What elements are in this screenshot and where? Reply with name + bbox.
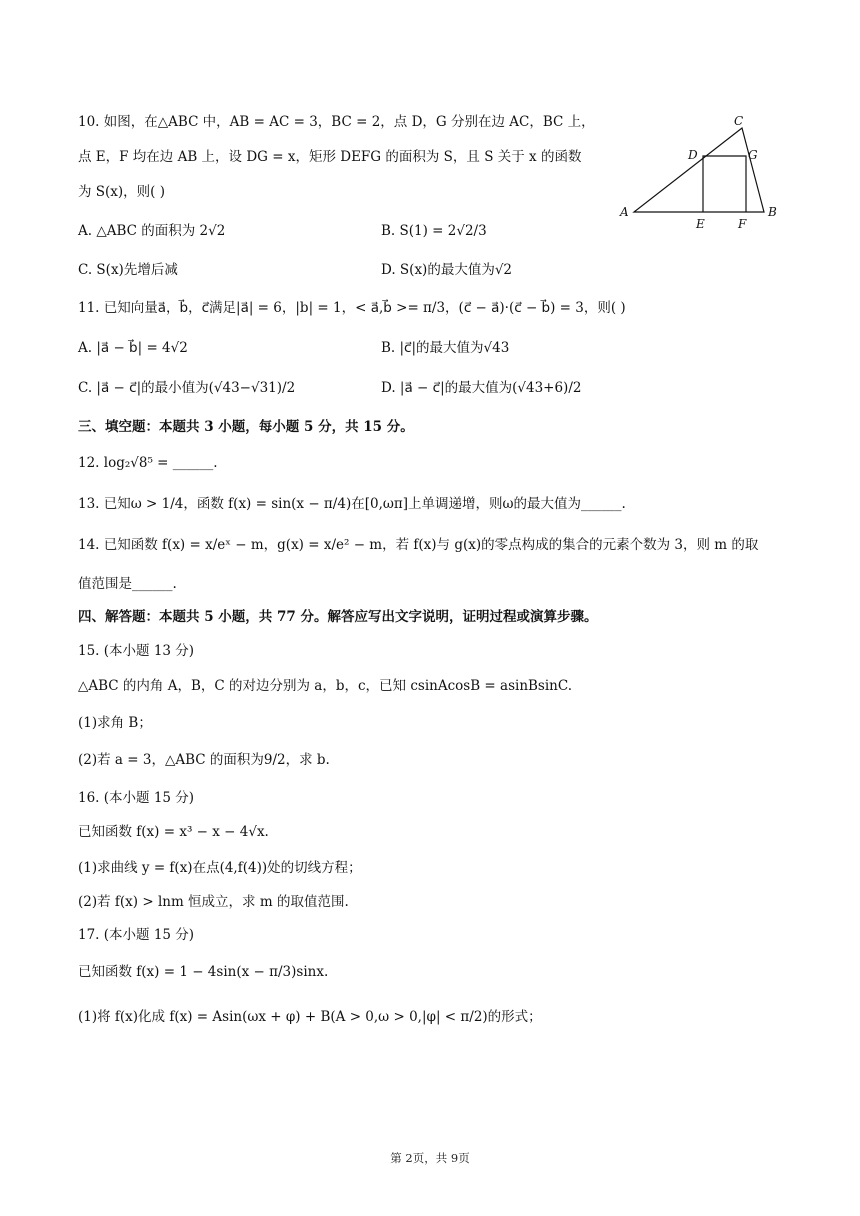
option-11b: B. |c⃗|的最大值为√43 <box>381 340 510 356</box>
question-15-header: 15. (本小题 13 分) <box>78 643 195 659</box>
label-e: E <box>696 217 705 230</box>
option-11d: D. |a⃗ − c⃗|的最大值为(√43+6)/2 <box>381 380 582 396</box>
question-17-header: 17. (本小题 15 分) <box>78 927 195 943</box>
question-15-part-1: (1)求角 B； <box>78 715 152 731</box>
rectangle-defg <box>703 156 746 212</box>
question-16-part-2: (2)若 f(x) > lnm 恒成立，求 m 的取值范围. <box>78 894 349 910</box>
label-g: G <box>748 148 758 162</box>
question-17-part-1: (1)将 f(x)化成 f(x) = Asin(ωx + φ) + B(A > 0,ω > 0,|φ| < π/2)的形式； <box>78 1009 542 1025</box>
question-10-line-2: 点 E，F 均在边 AB 上，设 DG = x，矩形 DEFG 的面积为 S，且 S 关于 x 的函数 <box>78 149 582 165</box>
section-3-heading: 三、填空题：本题共 3 小题，每小题 5 分，共 15 分。 <box>78 419 414 435</box>
question-12: 12. log₂√8⁵ = ______. <box>78 455 218 471</box>
label-f: F <box>738 217 747 230</box>
question-14-line-1: 14. 已知函数 f(x) = x/eˣ − m，g(x) = x/e² − m，若 f(x)与 g(x)的零点构成的集合的元素个数为 3，则 m 的取 <box>78 537 759 553</box>
option-11c: C. |a⃗ − c⃗|的最小值为(√43−√31)/2 <box>78 380 296 396</box>
question-14-line-2: 值范围是______. <box>78 576 177 592</box>
question-17-stem: 已知函数 f(x) = 1 − 4sin(x − π/3)sinx. <box>78 964 329 980</box>
question-10-line-1: 10. 如图，在△ABC 中，AB = AC = 3，BC = 2，点 D，G 分别在边 AC，BC 上， <box>78 114 595 130</box>
question-16-part-1: (1)求曲线 y = f(x)在点(4,f(4))处的切线方程； <box>78 860 362 876</box>
triangle-abc <box>634 128 764 212</box>
option-10a: A. △ABC 的面积为 2√2 <box>78 223 226 239</box>
triangle-figure <box>618 112 788 230</box>
page-footer: 第 2页，共 9页 <box>390 1151 470 1165</box>
question-15-stem: △ABC 的内角 A，B，C 的对边分别为 a，b，c，已知 csinAcosB = asinBsinC. <box>78 678 573 694</box>
section-4-heading: 四、解答题：本题共 5 小题，共 77 分。解答应写出文字说明，证明过程或演算步骤。 <box>78 609 598 625</box>
label-a: A <box>620 205 629 219</box>
label-b: B <box>768 205 777 219</box>
question-13: 13. 已知ω > 1/4，函数 f(x) = sin(x − π/4)在[0,ωπ]上单调递增，则ω的最大值为______. <box>78 496 626 512</box>
question-16-stem: 已知函数 f(x) = x³ − x − 4√x. <box>78 824 269 840</box>
label-d: D <box>688 148 698 162</box>
option-10d: D. S(x)的最大值为√2 <box>381 262 513 278</box>
label-c: C <box>734 114 744 128</box>
option-10b: B. S(1) = 2√2/3 <box>381 223 487 239</box>
question-15-part-2: (2)若 a = 3，△ABC 的面积为9/2，求 b. <box>78 752 330 768</box>
option-11a: A. |a⃗ − b⃗| = 4√2 <box>78 340 188 356</box>
question-10-line-3: 为 S(x)，则( ) <box>78 184 166 200</box>
question-11: 11. 已知向量a⃗，b⃗，c⃗满足|a⃗| = 6，|b| = 1，< a⃗,b⃗ >= π/3，(c⃗ − a⃗)·(c⃗ − b⃗) = 3，则( ) <box>78 300 626 316</box>
option-10c: C. S(x)先增后减 <box>78 262 178 278</box>
question-16-header: 16. (本小题 15 分) <box>78 790 195 806</box>
